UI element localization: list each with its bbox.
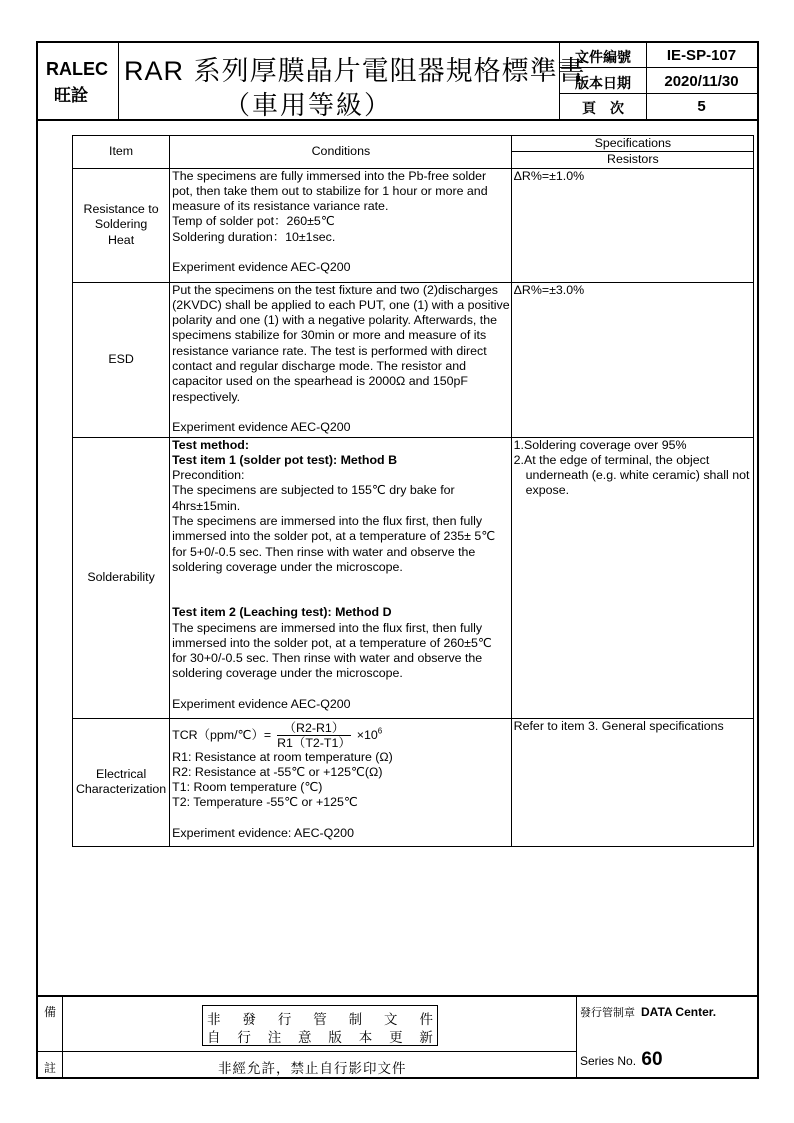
page-number: 5 bbox=[697, 98, 706, 115]
item-line: Resistance to bbox=[83, 202, 159, 217]
divider bbox=[559, 67, 757, 68]
header-resistors: Resistors bbox=[511, 152, 753, 168]
condition-text: The specimens are immersed into the flux first, then fully immersed into the solder pot, at a temperature of 260±5℃ for 30+0/-0.5 sec. Then rinse with water and observe the soldering coverage under the microscope. bbox=[172, 620, 492, 681]
stamp-line-1 bbox=[207, 1008, 433, 1028]
remark-label-top: 備 bbox=[44, 1005, 57, 1019]
title-main: 系列厚膜晶片電阻器規格標準書 bbox=[184, 56, 586, 87]
stamp-char: 更 bbox=[389, 1030, 403, 1046]
condition-text: Soldering duration：10±1sec. bbox=[172, 229, 336, 244]
spacer bbox=[172, 575, 510, 605]
condition-heading-text: Test item 2 (Leaching test): Method D bbox=[172, 605, 392, 620]
spec-text: 2.At the edge of terminal, the object underneath (e.g. white ceramic) shall not expose. bbox=[513, 452, 750, 498]
header-item: Item bbox=[73, 136, 170, 169]
stamp-char: 管 bbox=[313, 1012, 327, 1028]
stamp-char: 注 bbox=[267, 1030, 282, 1046]
spacer bbox=[172, 405, 510, 420]
stamp-char: 行 bbox=[277, 1012, 292, 1028]
condition-text: T2: Temperature -55℃ or +125℃ bbox=[172, 795, 358, 810]
tcr-denominator: R1（T2-T1） bbox=[277, 735, 351, 750]
condition-text: Experiment evidence AEC-Q200 bbox=[172, 260, 351, 275]
item-line: ESD bbox=[108, 351, 134, 366]
document-header bbox=[38, 43, 757, 121]
stamp-char: 文 bbox=[384, 1012, 398, 1028]
header-specifications: Specifications bbox=[511, 136, 753, 152]
title-prefix: RAR bbox=[124, 56, 185, 86]
document-footer bbox=[38, 995, 757, 1079]
stamp-line-2 bbox=[207, 1026, 433, 1046]
tcr-exponent: 6 bbox=[377, 726, 383, 736]
table-row bbox=[73, 282, 754, 437]
condition-text: The specimens are immersed into the flux first, then fully immersed into the solder pot, at a temperature of 235± 5℃ for 5+0/-0.5 sec. Then rinse with water and observe the soldering coverage under the microscope. bbox=[172, 514, 496, 574]
table-row bbox=[73, 718, 754, 846]
doc-no-value: IE-SP-107 bbox=[666, 47, 737, 64]
publish-value: DATA Center. bbox=[641, 1005, 717, 1019]
control-stamp bbox=[202, 1005, 438, 1046]
spacer bbox=[172, 682, 510, 697]
document-title bbox=[124, 49, 586, 88]
conditions-cell bbox=[170, 168, 512, 282]
stamp-char: 本 bbox=[358, 1030, 373, 1046]
item-line: Characterization bbox=[75, 782, 167, 797]
spec-table bbox=[72, 135, 754, 847]
item-line: Electrical bbox=[95, 766, 147, 781]
date-value: 2020/11/30 bbox=[664, 73, 739, 90]
condition-text: Experiment evidence AEC-Q200 bbox=[172, 696, 351, 711]
stamp-char: 非 bbox=[207, 1012, 221, 1028]
stamp-char: 版 bbox=[328, 1030, 342, 1046]
date-label: 版本日期 bbox=[575, 76, 631, 92]
condition-heading-text: Test item 1 (solder pot test): Method B bbox=[172, 452, 398, 467]
condition-text: Experiment evidence AEC-Q200 bbox=[172, 419, 351, 434]
stamp-char: 發 bbox=[242, 1012, 256, 1028]
item-line: Heat bbox=[107, 232, 135, 247]
stamp-char: 意 bbox=[298, 1030, 312, 1046]
condition-text: R2: Resistance at -55℃ or +125℃(Ω) bbox=[172, 764, 383, 779]
stamp-char: 件 bbox=[419, 1012, 433, 1028]
publish-label: 發行管制章 bbox=[580, 1006, 635, 1019]
condition-heading bbox=[172, 453, 510, 468]
item-cell bbox=[73, 168, 170, 282]
spec-cell: Refer to item 3. General specifications bbox=[511, 718, 753, 846]
table-header-row bbox=[73, 136, 754, 152]
spec-cell bbox=[511, 437, 753, 718]
conditions-cell bbox=[170, 282, 512, 437]
tcr-prefix: TCR（ppm/℃）= bbox=[172, 727, 272, 742]
table-row bbox=[73, 437, 754, 718]
series-label: Series No. bbox=[580, 1054, 637, 1068]
divider bbox=[559, 93, 757, 94]
condition-heading bbox=[172, 605, 510, 620]
spec-text: 1.Soldering coverage over 95% bbox=[513, 437, 687, 452]
company-name-en: RALEC bbox=[46, 59, 108, 79]
item-line: Soldering bbox=[94, 217, 148, 232]
condition-text: The specimens are subjected to 155℃ dry bake for 4hrs±15min. bbox=[172, 483, 455, 513]
item-line: Solderability bbox=[87, 569, 155, 584]
spec-cell: ΔR%=±1.0% bbox=[511, 168, 753, 282]
tcr-formula bbox=[172, 721, 510, 750]
tcr-numerator: （R2-R1） bbox=[277, 721, 351, 736]
spacer bbox=[172, 245, 510, 260]
publish-control bbox=[580, 1004, 716, 1020]
series-number bbox=[580, 1049, 663, 1071]
divider bbox=[38, 1051, 576, 1052]
doc-no-label: 文件編號 bbox=[575, 50, 631, 66]
stamp-char: 制 bbox=[348, 1012, 363, 1028]
stamp-char: 自 bbox=[207, 1030, 221, 1046]
condition-text: Put the specimens on the test fixture and two (2)discharges (2KVDC) shall be applied to each PUT, one (1) with a positive polarity and one (1) with a negative polarity. Afterwards, the specimens stabilize for 30min or more and measure of its resistance variance rate. The test is performed with direct contact and regular discharge mode. The resistor and capacitor used on the spearhead is 2000Ω and 150pF respectively. bbox=[172, 282, 510, 404]
spacer bbox=[172, 811, 510, 826]
series-value: 60 bbox=[641, 1049, 663, 1070]
condition-text: Precondition: bbox=[172, 468, 245, 483]
document-frame bbox=[36, 41, 759, 1079]
tcr-fraction bbox=[277, 721, 351, 750]
item-cell bbox=[73, 718, 170, 846]
conditions-cell bbox=[170, 718, 512, 846]
document-subtitle: （車用等級） bbox=[224, 91, 393, 121]
divider bbox=[62, 997, 63, 1079]
condition-heading-text: Test method: bbox=[172, 437, 250, 452]
divider bbox=[576, 997, 577, 1079]
condition-text: Temp of solder pot：260±5℃ bbox=[172, 214, 335, 229]
condition-heading bbox=[172, 438, 510, 453]
copy-notice: 非經允許，禁止自行影印文件 bbox=[218, 1061, 407, 1077]
item-cell bbox=[73, 437, 170, 718]
company-name-zh: 旺詮 bbox=[54, 86, 88, 106]
stamp-char: 行 bbox=[237, 1030, 251, 1046]
condition-text: The specimens are fully immersed into the Pb-free solder pot, then take them out to stabilize for 1 hour or more and measure of its resistance variance rate. bbox=[172, 168, 488, 214]
item-cell bbox=[73, 282, 170, 437]
tcr-multiplier: ×10 bbox=[356, 727, 378, 742]
page-label: 頁 次 bbox=[582, 101, 624, 117]
condition-text: Experiment evidence: AEC-Q200 bbox=[172, 825, 354, 840]
header-conditions: Conditions bbox=[170, 136, 512, 169]
condition-text: T1: Room temperature (℃) bbox=[172, 780, 323, 795]
spec-cell: ΔR%=±3.0% bbox=[511, 282, 753, 437]
remark-label-bottom: 註 bbox=[44, 1061, 57, 1075]
conditions-cell bbox=[170, 437, 512, 718]
condition-text: R1: Resistance at room temperature (Ω) bbox=[172, 749, 393, 764]
stamp-char: 新 bbox=[419, 1030, 433, 1046]
divider bbox=[118, 43, 119, 119]
table-row bbox=[73, 168, 754, 282]
